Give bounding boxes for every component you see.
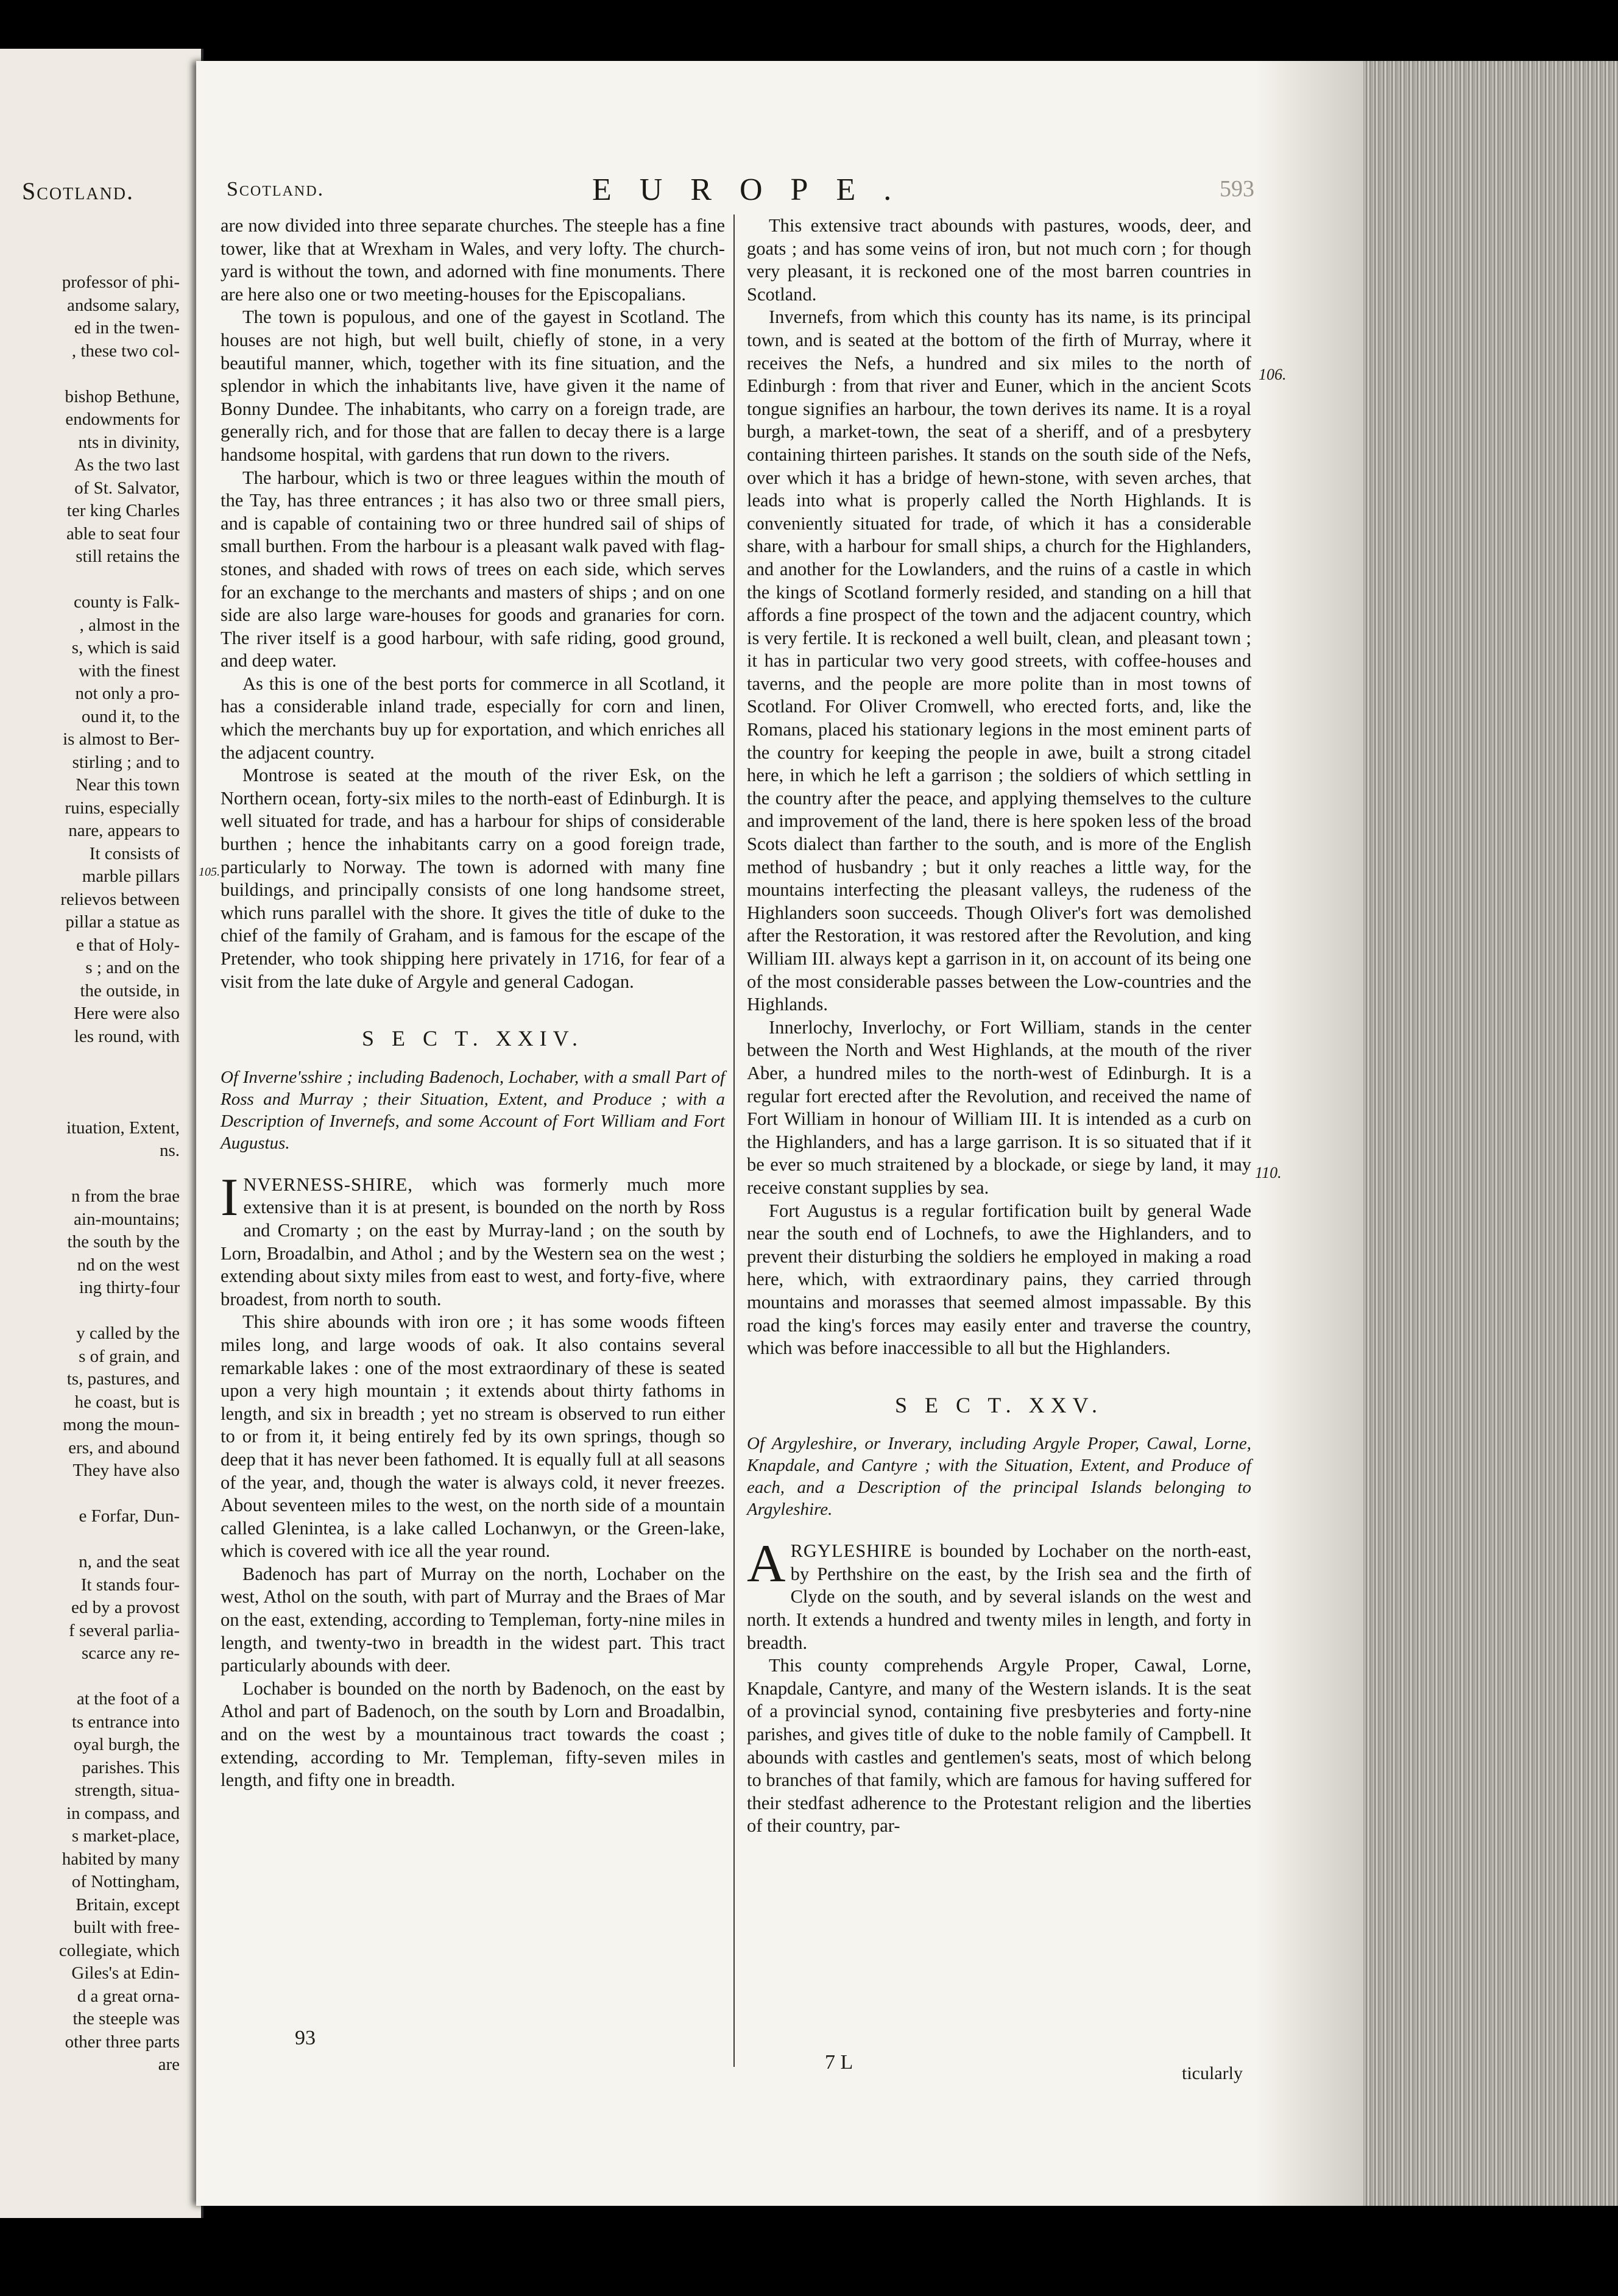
- facing-page-line: It stands four-: [80, 1575, 180, 1595]
- margin-note: 106.: [1259, 366, 1287, 383]
- paragraph: This extensive tract abounds with pastures, woods, deer, and goats ; and has some veins of iron, but not much corn ; for though very pleasant, it is reckoned one of the most barren countries in Scotland.: [747, 215, 1251, 305]
- facing-page-line: stirling ; and to: [72, 752, 180, 772]
- catchword: ticularly: [1182, 2063, 1243, 2083]
- facing-page-line: built with free-: [74, 1918, 180, 1937]
- paragraph: Lochaber is bounded on the north by Badenoch, on the east by Athol and part of Badenoch, on the south by Lorn and Broadalbin, and on the west by a mountainous tract towards the coast ; extending, according to Mr. Templeman, fifty-seven miles in length, and fifty one in breadth.: [221, 1678, 725, 1791]
- facing-page-line: ter king Charles: [66, 501, 180, 520]
- facing-page-line: s market-place,: [71, 1826, 180, 1846]
- facing-page-running-head: Scotland.: [22, 177, 135, 205]
- facing-page-line: not only a pro-: [75, 684, 180, 703]
- facing-page-line: ed by a provost: [71, 1598, 180, 1617]
- signature-mark-right: 7 L: [825, 2051, 853, 2074]
- paragraph: Fort Augustus is a regular fortification built by general Wade near the south end of Lochnefs, to awe the Highlanders, and to prevent their disturbing the soldiers he employed in making a road here, which, with extraordinary pains, they carried through mountains and morasses that seemed almost impassable. By this road the king's forces may easily enter and traverse the country, which was before inaccessible to all but the Highlanders.: [747, 1200, 1251, 1359]
- lead-caps: RGYLESHIRE: [790, 1540, 913, 1562]
- left-column: [221, 214, 725, 1792]
- facing-page-line: the south by the: [67, 1232, 180, 1252]
- drop-cap: I: [221, 1167, 239, 1227]
- facing-page-line: s, which is said: [71, 638, 180, 657]
- right-column: [747, 214, 1251, 1838]
- facing-page-line: s of grain, and: [79, 1346, 180, 1366]
- lead-caps: NVERNESS-SHIRE,: [243, 1174, 413, 1195]
- facing-page-line: les round, with: [74, 1026, 180, 1046]
- facing-page-line: nare, appears to: [68, 821, 180, 840]
- paragraph: The harbour, which is two or three leagues within the mouth of the Tay, has three entrances ; it has also two or three small piers, and is capable of containing two or three hundred sail of ships of small burthen. From the harbour is a pleasant walk paved with flag-stones, and shaded with rows of trees on each side, which serves for an exchange to the merchants and masters of ships ; and on one side are also large ware-houses for goods and granaries for corn. The river itself is a good harbour, with safe riding, good ground, and deep water.: [221, 467, 725, 671]
- facing-page-line: habited by many: [62, 1849, 180, 1869]
- facing-page-line: of Nottingham,: [71, 1872, 180, 1891]
- facing-page-line: in compass, and: [66, 1803, 180, 1823]
- facing-page-line: ts, pastures, and: [66, 1369, 180, 1389]
- facing-page-line: e Forfar, Dun-: [79, 1506, 180, 1526]
- section-summary-xxiv: Of Inverne'sshire ; including Badenoch, Lochaber, with a small Part of Ross and Murray ; their Situation, Extent, and Produce ; with a Description of Invernefs, and some Account of Fort William and Fort Augustus.: [221, 1067, 725, 1153]
- facing-page-line: oyal burgh, the: [73, 1735, 180, 1754]
- margin-note: 105.: [199, 865, 220, 879]
- book-page-edges: [1363, 61, 1618, 2206]
- section-heading-xxiv: S E C T. XXIV.: [361, 1026, 584, 1051]
- facing-page-line: They have also: [72, 1461, 180, 1480]
- facing-page-line: bishop Bethune,: [65, 386, 180, 406]
- facing-page-line: andsome salary,: [67, 295, 180, 315]
- facing-page-line: the steeple was: [72, 2009, 180, 2028]
- facing-page-line: county is Falk-: [74, 592, 180, 612]
- section-heading-xxv: S E C T. XXV.: [894, 1392, 1104, 1417]
- facing-page-line: ed in the twen-: [74, 318, 180, 338]
- facing-page-line: able to seat four: [66, 523, 180, 544]
- facing-page-line: d a great orna-: [77, 1986, 180, 2006]
- facing-page-line: still retains the: [76, 547, 180, 566]
- facing-page-line: is almost to Ber-: [63, 729, 180, 749]
- paragraph: This county comprehends Argyle Proper, Cawal, Lorne, Knapdale, Cantyre, and many of the Western islands. It is the seat of a provincial synod, containing five presbyteries and forty-nine parishes, and gives title of duke to the noble family of Campbell. It abounds with castles and gentlemen's seats, most of which belong to branches of that family, which are famous for having suffered for their stedfast adherence to the Protestant religion and the liberties of their country, par-: [747, 1655, 1251, 1837]
- paragraph: This shire abounds with iron ore ; it has some woods fifteen miles long, and large woods of oak. It also contains several remarkable lakes : one of the most extraordinary of these is seated upon a very high mountain ; it extends about thirty fathoms in length, and six in breadth ; yet no stream is observed to run either to or from it, it being entirely fed by its own springs, though so deep that it has never been fathomed. It is equally full at all seasons of the year, and, though the water is always cold, it never freezes. About seventeen miles to the west, on the north side of a mountain called Glenintea, is a lake called Lochanwyn, or the Green-lake, which is covered with ice all the year round.: [221, 1311, 725, 1562]
- page-number: 593: [1220, 176, 1254, 202]
- facing-page-line: nd on the west: [77, 1255, 180, 1275]
- facing-page-line: professor of phi-: [62, 272, 180, 292]
- facing-page-line: relievos between: [60, 889, 180, 909]
- facing-page-line: ts entrance into: [71, 1712, 180, 1732]
- facing-page-line: s ; and on the: [85, 958, 180, 977]
- facing-page-line: he coast, but is: [74, 1392, 180, 1412]
- facing-page-line: f several parlia-: [69, 1620, 180, 1640]
- facing-page-line: ound it, to the: [81, 706, 180, 726]
- facing-page-line: It consists of: [89, 843, 180, 863]
- section-opening-paragraph: [747, 1534, 1251, 1654]
- facing-page-line: are: [158, 2055, 180, 2074]
- facing-page-line: the outside, in: [80, 980, 180, 1001]
- facing-page-line: Near this town: [76, 775, 180, 795]
- paragraph: Innerlochy, Inverlochy, or Fort William, stands in the center between the North and West Highlands, at the mouth of the river Aber, a hundred miles to the north-west of Edinburgh. It is a regular fort erected after the Revolution, and received the name of Fort William in honour of William III. It is intended as a curb on the Highlanders, and has a large garrison. It is so situated that if it be ever so much straitened by a blockade, or siege by land, it may receive constant supplies by sea.: [747, 1016, 1251, 1198]
- facing-page-line: at the foot of a: [76, 1689, 180, 1709]
- facing-page-line: scarce any re-: [82, 1643, 180, 1663]
- paragraph: As this is one of the best ports for commerce in all Scotland, it has a considerable inland trade, especially for corn and linen, which the merchants buy up for exportation, and which enriches all the adjacent country.: [221, 673, 725, 763]
- facing-page-line: pillar a statue as: [65, 912, 180, 932]
- page-header: [227, 172, 1262, 208]
- drop-cap: A: [747, 1534, 786, 1594]
- facing-page-line: of St. Salvator,: [74, 478, 180, 498]
- facing-page-line: mong the moun-: [63, 1415, 180, 1434]
- facing-page-line: other three parts: [65, 2032, 180, 2052]
- facing-page-line: n, and the seat: [79, 1552, 180, 1571]
- paragraph-text: which was formerly much more extensive than it is at present, is bounded on the north by Ross and Cromarty ; on the east by Murray-land ; on the south by Lorn, Broadalbin, and Athol ; and by the Western sea on the west ; extending about sixty miles from east to west, and forty-five, where broadest, from north to south.: [221, 1174, 725, 1309]
- facing-page-line: ing thirty-four: [79, 1278, 180, 1297]
- facing-page-line: marble pillars: [82, 866, 180, 886]
- facing-page-line: ain-mountains;: [74, 1209, 180, 1229]
- facing-page-line: Here were also: [74, 1004, 180, 1023]
- facing-page-line: ruins, especially: [65, 798, 180, 818]
- facing-page-line: Britain, except: [76, 1894, 180, 1915]
- facing-page-line: , almost in the: [79, 615, 180, 635]
- facing-page-line: parishes. This: [82, 1757, 180, 1777]
- facing-page-line: nts in divinity,: [78, 432, 180, 452]
- facing-page-line: ituation, Extent,: [66, 1118, 180, 1138]
- facing-page-line: Giles's at Edin-: [71, 1963, 180, 1983]
- section-opening-paragraph: [221, 1167, 725, 1311]
- section-summary-xxv: Of Argyleshire, or Inverary, including Argyle Proper, Cawal, Lorne, Knapdale, and Cantyre ; with the Situation, Extent, and Produce of each, and a Description of the principal Islands belonging to Argyleshire.: [747, 1434, 1251, 1520]
- running-head-section: Scotland.: [227, 178, 325, 200]
- facing-page-line: with the finest: [79, 661, 180, 681]
- column-rule: [733, 214, 735, 2067]
- paragraph: Montrose is seated at the mouth of the river Esk, on the Northern ocean, forty-six miles to the north-east of Edinburgh. It is well situated for trade, and has a harbour for ships of considerable burthen ; hence the inhabitants carry on a good foreign trade, particularly to Norway. The town is adorned with many fine buildings, and principally consists of one long handsome street, which runs parallel with the shore. It gives the title of duke to the chief of the family of Graham, and is famous for the escape of the Pretender, who took shipping here privately in 1716, for fear of a visit from the late duke of Argyle and general Cadogan.: [221, 765, 725, 992]
- signature-mark: 93: [295, 2027, 316, 2049]
- margin-note: 110.: [1255, 1164, 1282, 1182]
- facing-page-line: endowments for: [65, 409, 180, 429]
- facing-page-line: e that of Holy-: [76, 935, 180, 955]
- facing-page-line: ns.: [159, 1141, 180, 1160]
- paragraph: The town is populous, and one of the gayest in Scotland. The houses are not high, but well built, chiefly of stone, in a very beautiful manner, which, together with its fine situation, and the splendor in which the inhabitants live, have given it the name of Bonny Dundee. The inhabitants, who carry on a foreign trade, are generally rich, and for those that are fallen to decay there is a large handsome hospital, with gardens that run down to the rivers.: [221, 306, 725, 465]
- facing-page-left: [0, 49, 203, 2218]
- facing-page-line: As the two last: [74, 455, 180, 475]
- running-head-title: EUROPE.: [592, 172, 920, 207]
- paragraph: Invernefs, from which this county has its name, is its principal town, and is seated at the bottom of the firth of Murray, where it receives the Nefs, a hundred and six miles to the north of Edinburgh : from that river and Euner, which in the ancient Scots tongue signifies an harbour, the town derives its name. It is a royal burgh, a market-town, the seat of a sheriff, and of a presbytery containing thirteen parishes. It stands on the south side of the Nefs, over which it has a bridge of hewn-stone, with seven arches, that leads into what is properly called the North Highlands. It is conveniently situated for trade, of which it has a considerable share, with a harbour for small ships, a church for the Highlanders, and another for the Lowlanders, and the ruins of a castle in which the kings of Scotland formerly resided, and standing on a hill that affords a fine prospect of the town and the adjacent country, which is very fertile. It is reckoned a well built, clean, and pleasant town ; it has in particular two very good streets, with coffee-houses and taverns, and the people are more polite than in most towns of Scotland. For Oliver Cromwell, who erected forts, and, like the Romans, placed his stationary legions in the most eminent parts of the country for keeping the people in awe, built a strong citadel here, in which he left a garrison ; the soldiers of which settling in the country after the peace, and applying themselves to the culture and improvement of the land, there is here spoken less of the broad Scots dialect than farther to the south, and is more of the English method of husbandry ; but it only reaches a little way, for the mountains interfecting the pleasant valleys, the rudeness of the Highlanders soon succeeds. Though Oliver's fort was demolished after the Restoration, it was restored after the Revolution, and king William III. always kept a garrison in it, on account of its being one of the most considerable passes between the Low-countries and the Highlands.: [747, 306, 1251, 1015]
- paragraph: are now divided into three separate churches. The steeple has a fine tower, like that at Wrexham in Wales, and very lofty. The church-yard is without the town, and adorned with fine monuments. There are here also one or two meeting-houses for the Episcopalians.: [221, 215, 725, 305]
- paragraph-text: is bounded by Lochaber on the north-east, by Perthshire on the east, by the Irish sea and the firth of Clyde on the south, and by several islands on the west and north. It extends a hundred and twenty miles in length, and forty in breadth.: [747, 1540, 1251, 1653]
- facing-page-line: strength, situa-: [74, 1780, 180, 1800]
- facing-page-line: ers, and abound: [68, 1437, 180, 1458]
- facing-page-line: collegiate, which: [58, 1940, 180, 1960]
- facing-page-line: y called by the: [76, 1323, 180, 1343]
- facing-page-line: , these two col-: [71, 341, 180, 361]
- facing-page-line: n from the brae: [71, 1186, 180, 1206]
- paragraph: Badenoch has part of Murray on the north, Lochaber on the west, Athol on the south, with part of Murray and the Braes of Mar on the east, extending, according to Templeman, forty-nine miles in length, and twenty-two in breadth in the widest part. This tract particularly abounds with deer.: [221, 1563, 725, 1676]
